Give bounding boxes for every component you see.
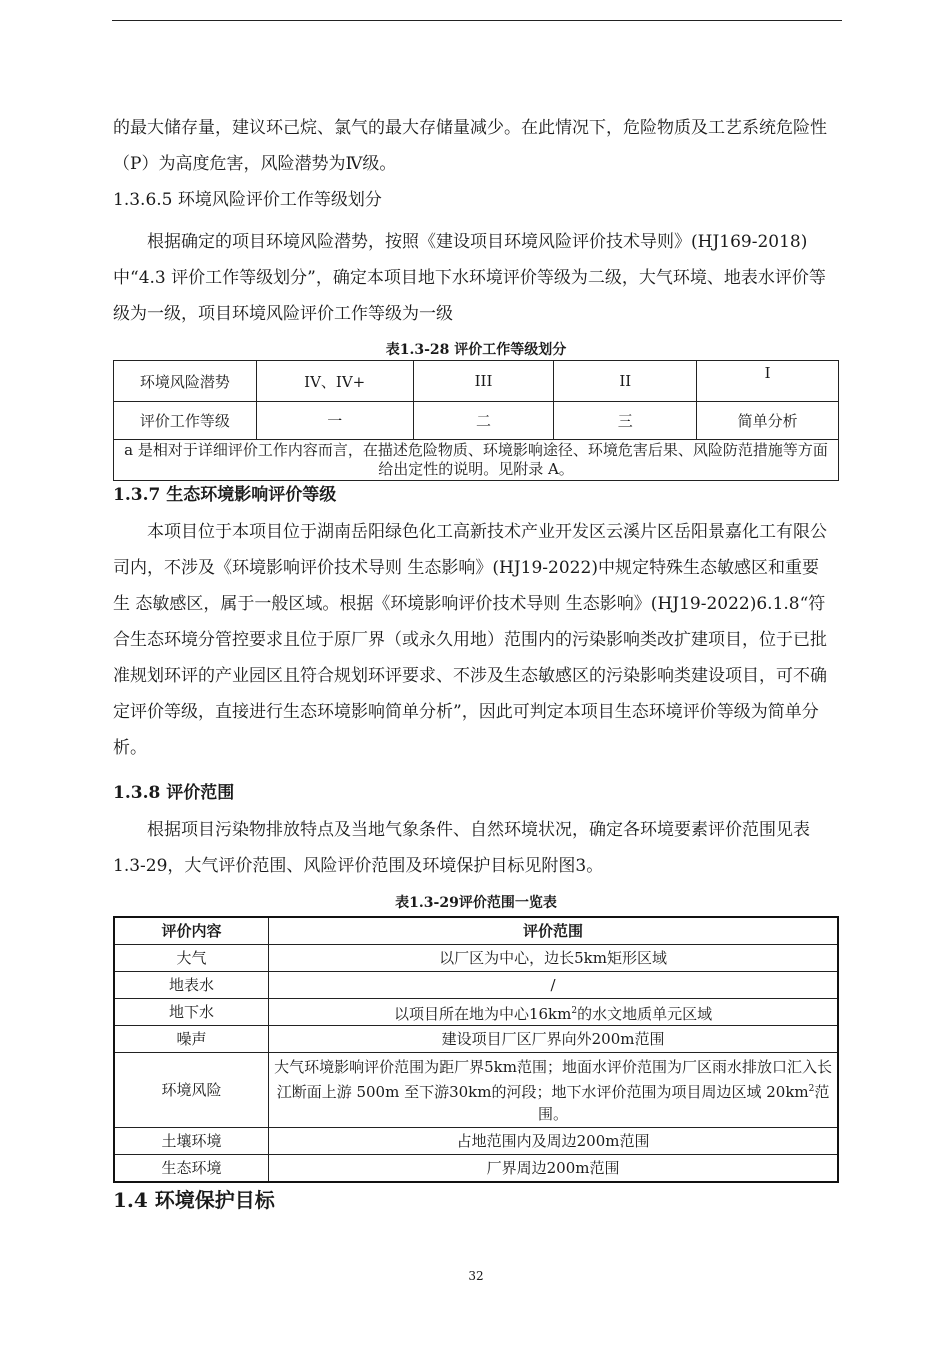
table-row <box>114 999 838 1026</box>
table-cell: 环境风险潜势 <box>114 361 257 402</box>
table-cell: 三 <box>554 402 697 440</box>
table-cell <box>269 1053 838 1128</box>
table-row <box>114 1053 838 1128</box>
header-rule <box>112 20 842 21</box>
table-cell: 评价工作等级 <box>114 402 257 440</box>
table-cell: 简单分析 <box>697 402 839 440</box>
section-heading-1-3-8: 1.3.8 评价范围 <box>113 783 235 803</box>
scope-table <box>113 916 839 1183</box>
table-row <box>114 1128 838 1155</box>
table-row <box>114 1155 838 1183</box>
table-cell: 地表水 <box>114 972 269 999</box>
table-cell: 大气 <box>114 945 269 972</box>
cell-text: 范围。 <box>538 1082 830 1123</box>
table-cell: 地下水 <box>114 999 269 1026</box>
paragraph-risk-storage: 的最大储存量，建议环己烷、氯气的最大存储量减少。在此情况下，危险物质及工艺系统危险性（P）为高度危害，风险潜势为Ⅳ级。 <box>113 118 827 174</box>
table-cell: 环境风险 <box>114 1053 269 1128</box>
work-grade-table <box>113 360 839 481</box>
superscript: 2 <box>571 1005 578 1016</box>
cell-text: 以项目所在地为中心16km <box>393 1004 572 1023</box>
table-row <box>114 972 838 999</box>
table-row <box>114 945 838 972</box>
table-cell: 建设项目厂区厂界向外200m范围 <box>269 1026 838 1053</box>
cell-text: 大气环境影响评价范围为距厂界5km范围；地面水评价范围为厂区雨水排放口汇入长江断面上游 500m 至下游30km的河段；地下水评价范围为项目周边区域 20km <box>274 1057 832 1101</box>
page-number: 32 <box>468 1269 484 1283</box>
section-heading-1-3-6-5: 1.3.6.5 环境风险评价工作等级划分 <box>113 190 382 210</box>
table-cell: 一 <box>256 402 413 440</box>
table-header-cell: 评价内容 <box>114 917 269 945</box>
table-cell: III <box>413 361 554 402</box>
table-cell: I <box>697 361 839 402</box>
table-header-cell: 评价范围 <box>269 917 838 945</box>
table-cell: 土壤环境 <box>114 1128 269 1155</box>
paragraph-risk-grade: 根据确定的项目环境风险潜势，按照《建设项目环境风险评价技术导则》(HJ169-2018)中“4.3 评价工作等级划分”，确定本项目地下水环境评价等级为二级，大气环境、地表水评价等级为一级，项目环境风险评价工作等级为一级 <box>113 232 826 324</box>
table-cell: 厂界周边200m范围 <box>269 1155 838 1183</box>
table-row <box>114 361 839 402</box>
table-cell: 生态环境 <box>114 1155 269 1183</box>
table-cell: 占地范围内及周边200m范围 <box>269 1128 838 1155</box>
table-note: a 是相对于详细评价工作内容而言，在描述危险物质、环境影响途径、环境危害后果、风险防范措施等方面给出定性的说明。见附录 A。 <box>114 440 839 481</box>
table-header-row <box>114 917 838 945</box>
superscript: 2 <box>808 1083 815 1094</box>
table-cell: / <box>269 972 838 999</box>
table-cell: 噪声 <box>114 1026 269 1053</box>
section-heading-1-4: 1.4 环境保护目标 <box>113 1188 275 1212</box>
table-cell: II <box>554 361 697 402</box>
paragraph-ecology: 本项目位于本项目位于湖南岳阳绿色化工高新技术产业开发区云溪片区岳阳景嘉化工有限公司内，不涉及《环境影响评价技术导则 生态影响》(HJ19-2022)中规定特殊生态敏感区和重要生 态敏感区，属于一般区域。根据《环境影响评价技术导则 生态影响》(HJ19-2022)6.1.8“符合生态环境分管控要求且位于原厂界（或永久用地）范围内的污染影响类改扩建项目，位于已批准规划环评的产业园区且符合规划环评要求、不涉及生态敏感区的污染影响类建设项目，可不确定评价等级，直接进行生态环境影响简单分析”，因此可判定本项目生态环境评价等级为简单分析。 <box>113 522 827 758</box>
table-cell: IV、IV+ <box>256 361 413 402</box>
section-heading-1-3-7: 1.3.7 生态环境影响评价等级 <box>113 485 337 505</box>
table-cell <box>269 999 838 1026</box>
paragraph-scope: 根据项目污染物排放特点及当地气象条件、自然环境状况，确定各环境要素评价范围见表1.3-29，大气评价范围、风险评价范围及环境保护目标见附图3。 <box>113 820 810 876</box>
cell-text: 的水文地质单元区域 <box>577 1004 713 1023</box>
table-cell: 以厂区为中心，边长5km矩形区域 <box>269 945 838 972</box>
table-row <box>114 1026 838 1053</box>
table-caption-1-3-29: 表1.3-29评价范围一览表 <box>395 895 557 911</box>
table-caption-1-3-28: 表1.3-28 评价工作等级划分 <box>385 342 567 358</box>
table-row <box>114 402 839 440</box>
table-row <box>114 440 839 481</box>
table-cell: 二 <box>413 402 554 440</box>
